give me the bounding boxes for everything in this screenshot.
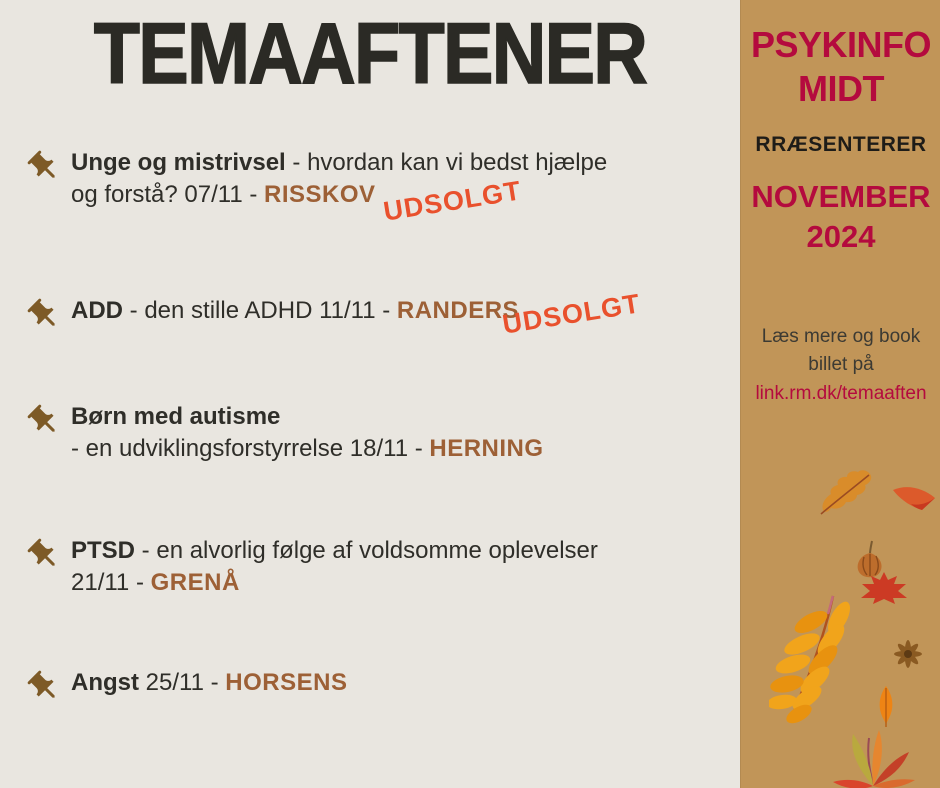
event-desc: og forstå? 07/11 - (71, 181, 265, 208)
event-name: Unge og mistrivsel (71, 149, 286, 176)
maple-leaf-icon (859, 570, 909, 611)
event-text (71, 535, 598, 599)
year-label: 2024 (806, 219, 876, 254)
brand-name-line2: MIDT (798, 68, 884, 109)
autumn-palmate-leaf-icon (827, 720, 919, 788)
event-location: RISSKOV (264, 181, 376, 208)
oak-leaf-icon (817, 468, 879, 523)
brand-name-line1: PSYKINFO (750, 24, 932, 65)
event-desc: 25/11 - (139, 669, 226, 696)
poster-title: TEMAAFTENER (93, 6, 647, 102)
pushpin-icon (26, 669, 62, 705)
soldout-stamp: UDSOLGT (500, 288, 643, 340)
event-item-born-med-autisme (26, 401, 544, 465)
event-text (71, 401, 544, 465)
event-desc: - den stille ADHD 11/11 - (123, 297, 397, 324)
event-location: HORSENS (225, 669, 348, 696)
event-line (71, 433, 544, 465)
event-item-angst (26, 667, 347, 705)
event-line (71, 147, 607, 179)
event-text (71, 295, 519, 327)
event-name: Børn med autisme (71, 403, 281, 430)
month-label: NOVEMBER (751, 179, 931, 214)
rowan-leaf-icon (769, 594, 861, 731)
booking-link[interactable]: link.rm.dk/temaaften (755, 383, 927, 404)
cta-text-line2: billet på (808, 354, 874, 375)
event-name: PTSD (71, 537, 136, 564)
red-leaf-fragment-icon (891, 482, 937, 517)
event-line (71, 401, 544, 433)
event-desc: - en alvorlig følge af voldsomme oplevelser (135, 537, 598, 564)
event-desc: 21/11 - (71, 569, 151, 596)
star-anise-icon (889, 638, 927, 677)
pushpin-icon (26, 149, 62, 185)
event-name: Angst (71, 669, 139, 696)
pushpin-icon (26, 297, 62, 333)
soldout-stamp: UDSOLGT (381, 175, 524, 227)
pushpin-icon (26, 403, 62, 439)
cta-text-line1: Læs mere og book (761, 326, 921, 347)
event-location: GRENÅ (150, 569, 240, 596)
event-line (71, 667, 347, 699)
event-item-ptsd (26, 535, 598, 599)
event-line (71, 535, 598, 567)
pushpin-icon (26, 537, 62, 573)
event-desc: - en udviklingsforstyrrelse 18/11 - (71, 435, 430, 462)
presents-label: RRÆSENTERER (755, 133, 927, 156)
event-location: HERNING (429, 435, 544, 462)
event-text (71, 667, 347, 699)
event-desc: - hvordan kan vi bedst hjælpe (285, 149, 608, 176)
event-location: RANDERS (396, 297, 520, 324)
event-item-add (26, 295, 519, 333)
event-line (71, 179, 607, 211)
event-text (71, 147, 607, 211)
event-name: ADD (71, 297, 123, 324)
event-line (71, 567, 598, 599)
sidebar (740, 0, 940, 788)
event-line (71, 295, 519, 327)
